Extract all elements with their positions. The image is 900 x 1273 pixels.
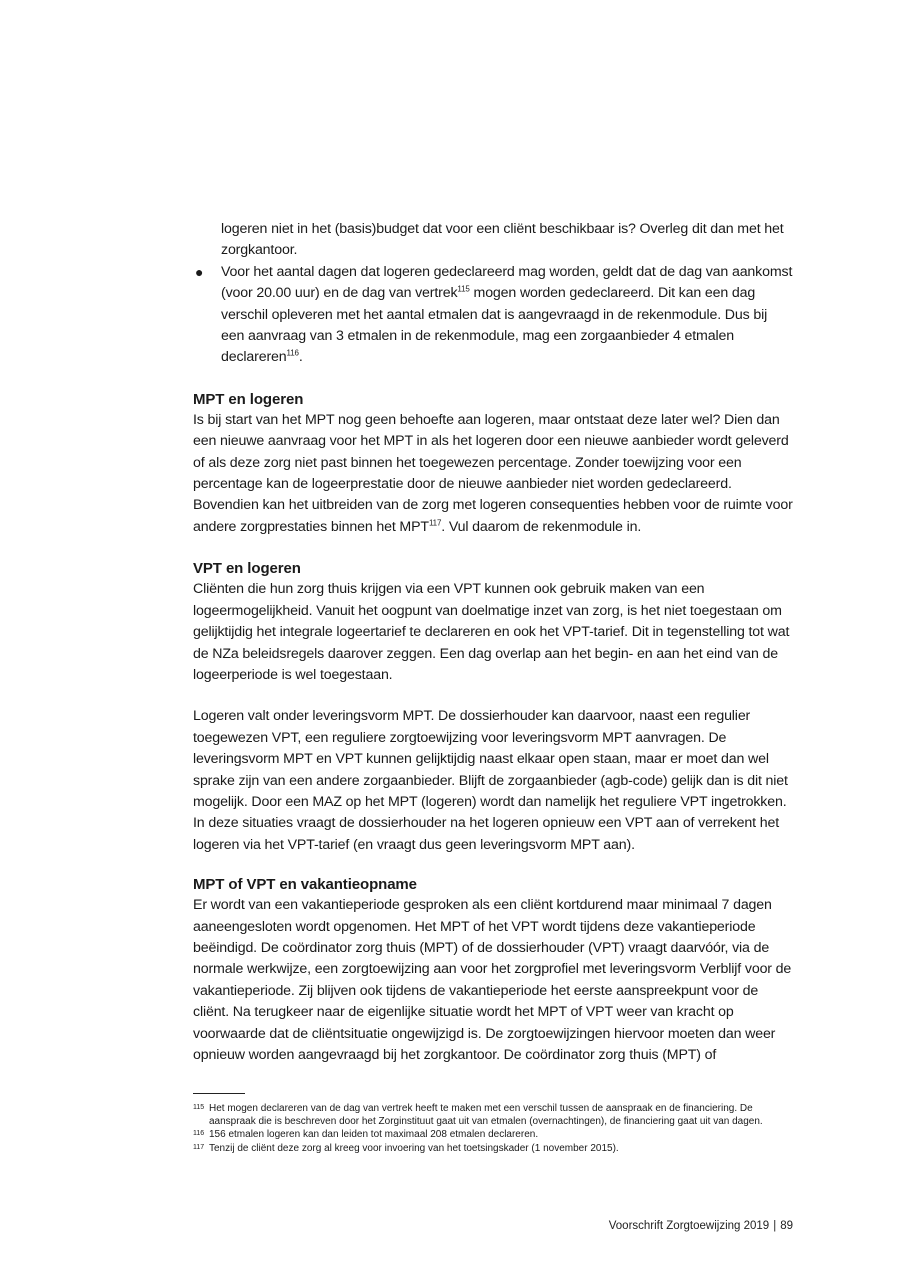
bullet-continuation: logeren niet in het (basis)budget dat voor een cliënt beschikbaar is? Overleg dit dan met het zorgkantoor.	[221, 221, 784, 259]
bullet-icon: ●	[195, 263, 204, 280]
bullet-text-b: mogen worden gedeclareerd. Dit kan een dag verschil opleveren met het aantal etmalen dat is aangevraagd in de rekenmodule. Dus bij een aanvraag van 3 etmalen in de rekenmodule, mag een zorgaanbieder 4 etmalen declareren	[221, 285, 768, 366]
paragraph-vpt-logeren-1: Cliënten die hun zorg thuis krijgen via een VPT kunnen ook gebruik maken van een logeermogelijkheid. Vanuit het oogpunt van doelmatige inzet van zorg, is het niet toegestaan om gelijktijdig het integrale logeertarief te declareren en ook het VPT-tarief. Dit in tegenstelling tot wat de NZa beleidsregels daarover zeggen. Een dag overlap aan het begin- en aan het eind van de logeerperiode is wel toegestaan.	[193, 581, 790, 683]
footnote-ref-115[interactable]: 115	[457, 284, 470, 294]
paragraph-vakantieopname: Er wordt van een vakantieperiode gesproken als een cliënt kortdurend maar minimaal 7 dagen aaneengesloten wordt opgenomen. Het MPT of het VPT wordt tijdens deze vakantieperiode beëindigd. De coördinator zorg thuis (MPT) of de dossierhouder (VPT) vraagt daarvóór, via de normale werkwijze, een zorgtoewijzing aan voor het zorgprofiel met leveringsvorm Verblijf voor de vakantieperiode. Zij blijven ook tijdens de vakantieperiode het eerste aanspreekpunt voor de cliënt. Na terugkeer naar de eigenlijke situatie wordt het MPT of VPT weer van kracht op voorwaarde dat de cliëntsituatie ongewijzigd is. De zorgtoewijzingen hiervoor moeten dan weer opnieuw worden aangevraagd bij het zorgkantoor. De coördinator zorg thuis (MPT) of	[193, 897, 792, 1063]
heading-mpt-logeren: MPT en logeren	[193, 390, 304, 408]
mpt-text-b: . Vul daarom de rekenmodule in.	[441, 518, 642, 535]
footnote-116	[193, 1128, 793, 1141]
page-footer	[609, 1220, 793, 1232]
footnote-115	[193, 1102, 793, 1128]
heading-vpt-logeren: VPT en logeren	[193, 560, 301, 578]
footnote-separator	[193, 1093, 245, 1094]
footnote-117	[193, 1142, 793, 1155]
heading-vakantieopname: MPT of VPT en vakantieopname	[193, 876, 417, 894]
mpt-text-a: Is bij start van het MPT nog geen behoefte aan logeren, maar ontstaat deze later wel? Dien dan een nieuwe aanvraag voor het MPT in als het logeren door een nieuwe aanbieder wordt geleverd of als deze zorg niet past binnen het toegewezen percentage. Zonder toewijzing voor een percentage kan de logeerprestatie door de nieuwe aanbieder niet worden gedeclareerd. Bovendien kan het uitbreiden van de zorg met logeren consequenties hebben voor de ruimte voor andere zorgprestaties binnen het MPT	[193, 411, 793, 535]
footnote-text: Tenzij de cliënt deze zorg al kreeg voor invoering van het toetsingskader (1 november 2015).	[209, 1142, 619, 1154]
footnote-ref-117[interactable]: 117	[428, 518, 442, 528]
footer-separator: |	[773, 1220, 777, 1232]
page-body	[193, 219, 793, 1066]
page-number: 89	[780, 1220, 793, 1232]
footnote-text: 156 etmalen logeren kan dan leiden tot maximaal 208 etmalen declareren.	[209, 1129, 539, 1141]
footnote-number: 115	[193, 1104, 205, 1111]
paragraph-mpt-logeren	[193, 410, 793, 538]
bullet-text-c: .	[298, 349, 303, 366]
footnote-number: 117	[193, 1143, 205, 1151]
footnotes	[193, 1102, 793, 1155]
footer-title: Voorschrift Zorgtoewijzing 2019	[608, 1220, 770, 1232]
bullet-list-item	[193, 262, 793, 369]
paragraph-vpt-logeren-2: Logeren valt onder leveringsvorm MPT. De dossierhouder kan daarvoor, naast een regulier toegewezen VPT, een reguliere zorgtoewijzing voor leveringsvorm MPT aanvragen. De leveringsvorm MPT en VPT kunnen gelijktijdig naast elkaar open staan, maar er moet dan wel sprake zijn van een andere zorgaanbieder. Blijft de zorgaanbieder (agb-code) gelijk dan is dit niet mogelijk. Door een MAZ op het MPT (logeren) wordt dan namelijk het reguliere VPT ingetrokken. In deze situaties vraagt de dossierhouder na het logeren opnieuw een VPT aan of verrekent het logeren via het VPT-tarief (en vraagt dus geen leveringsvorm MPT aan).	[193, 708, 788, 853]
footnote-text: Het mogen declareren van de dag van vertrek heeft te maken met een verschil tussen de aanspraak en de financiering. De aanspraak die is beschreven door het Zorginstituut gaat uit van etmalen (overnachtingen), de financiering gaat uit van dagen.	[209, 1103, 763, 1128]
footnote-ref-116[interactable]: 116	[286, 348, 299, 358]
footnote-number: 116	[193, 1130, 205, 1138]
bullet-text-a: Voor het aantal dagen dat logeren gedeclareerd mag worden, geldt dat de dag van aankomst (voor 20.00 uur) en de dag van vertrek	[221, 263, 793, 302]
